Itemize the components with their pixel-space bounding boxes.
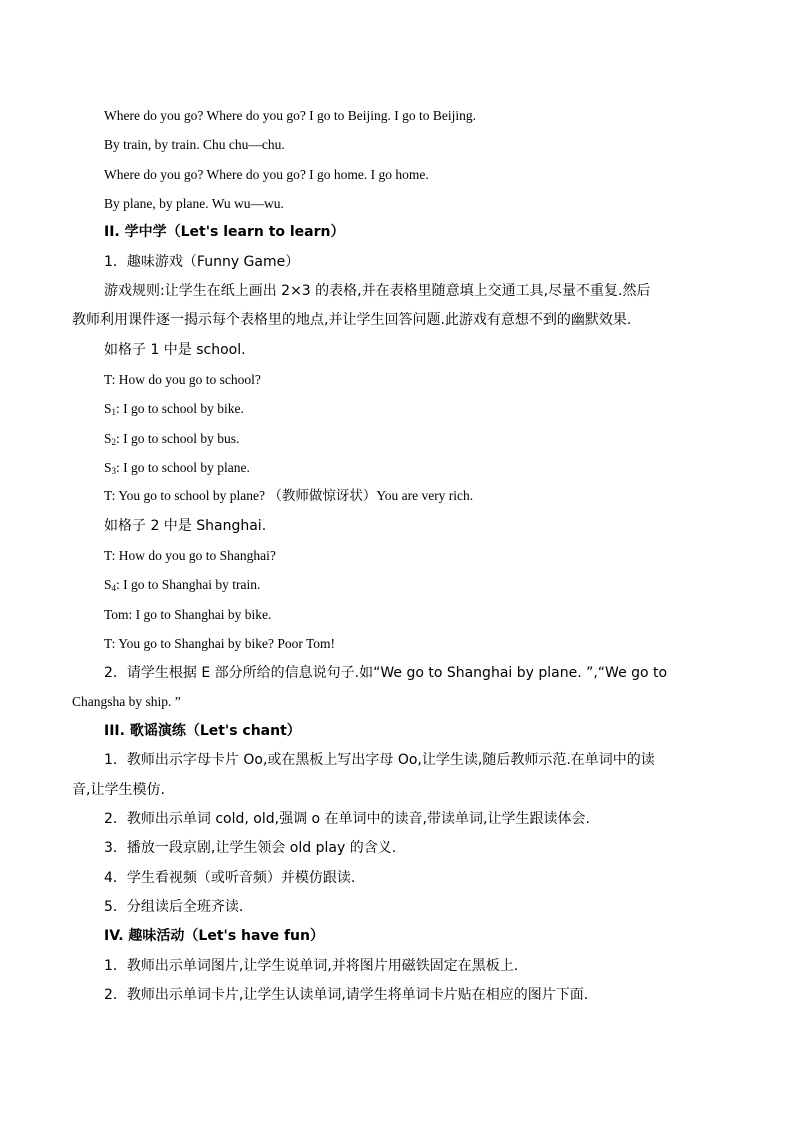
dialog-line: Tom: I go to Shanghai by bike. [104, 607, 272, 622]
subheading-funny-game: 1．趣味游戏（Funny Game） [104, 254, 300, 270]
dialog-line: T: How do you go to school? [104, 372, 261, 387]
example-2-intro: 如格子 2 中是 Shanghai. [104, 518, 267, 534]
example-1-intro: 如格子 1 中是 school. [104, 342, 246, 358]
section-heading-learn: II. 学中学（Let's learn to learn） [104, 224, 345, 240]
chant-line-2: By train, by train. Chu chu—chu. [104, 137, 285, 152]
fun-step-2: 2．教师出示单词卡片,让学生认读单词,请学生将单词卡片贴在相应的图片下面. [104, 987, 589, 1003]
game-rules-line-2: 教师利用课件逐一揭示每个表格里的地点,并让学生回答问题.此游戏有意想不到的幽默效果. [72, 312, 632, 328]
game-rules-line-1: 游戏规则:让学生在纸上画出 2×3 的表格,并在表格里随意填上交通工具,尽量不重复.然后 [104, 283, 651, 299]
dialog-line: T: You go to Shanghai by bike? Poor Tom! [104, 636, 336, 651]
dialog-line: T: How do you go to Shanghai? [104, 548, 276, 563]
chant-step-5: 5．分组读后全班齐读. [104, 899, 244, 915]
section-heading-chant: III. 歌谣演练（Let's chant） [104, 723, 301, 739]
dialog-line: $S_3$: I go to school by plane. [104, 460, 250, 476]
chant-line-3: Where do you go? Where do you go? I go home. I go home. [104, 167, 429, 182]
step-2-line-1: 2．请学生根据 E 部分所给的信息说句子.如“We go to Shanghai by plane. ”,“We go to [104, 665, 668, 681]
chant-line-4: By plane, by plane. Wu wu—wu. [104, 196, 284, 211]
chant-step-2: 2．教师出示单词 cold, old,强调 o 在单词中的读音,带读单词,让学生跟读体会. [104, 811, 590, 827]
section-heading-fun: IV. 趣味活动（Let's have fun） [104, 928, 324, 944]
chant-step-4: 4．学生看视频（或听音频）并模仿跟读. [104, 870, 356, 886]
dialog-line: T: You go to school by plane? （教师做惊讶状）You are very rich. [104, 488, 474, 503]
chant-step-3: 3．播放一段京剧,让学生领会 old play 的含义. [104, 840, 397, 856]
chant-line-1: Where do you go? Where do you go? I go to Beijing. I go to Beijing. [104, 108, 477, 123]
fun-step-1: 1．教师出示单词图片,让学生说单词,并将图片用磁铁固定在黑板上. [104, 958, 519, 974]
dialog-line: $S_2$: I go to school by bus. [104, 431, 240, 447]
chant-step-1-line-1: 1．教师出示字母卡片 Oo,或在黑板上写出字母 Oo,让学生读,随后教师示范.在单词中的读 [104, 752, 655, 768]
dialog-line: $S_4$: I go to Shanghai by train. [104, 577, 261, 593]
dialog-line: $S_1$: I go to school by bike. [104, 401, 244, 417]
chant-step-1-line-2: 音,让学生模仿. [72, 782, 165, 798]
step-2-line-2: Changsha by ship. ” [72, 694, 181, 709]
